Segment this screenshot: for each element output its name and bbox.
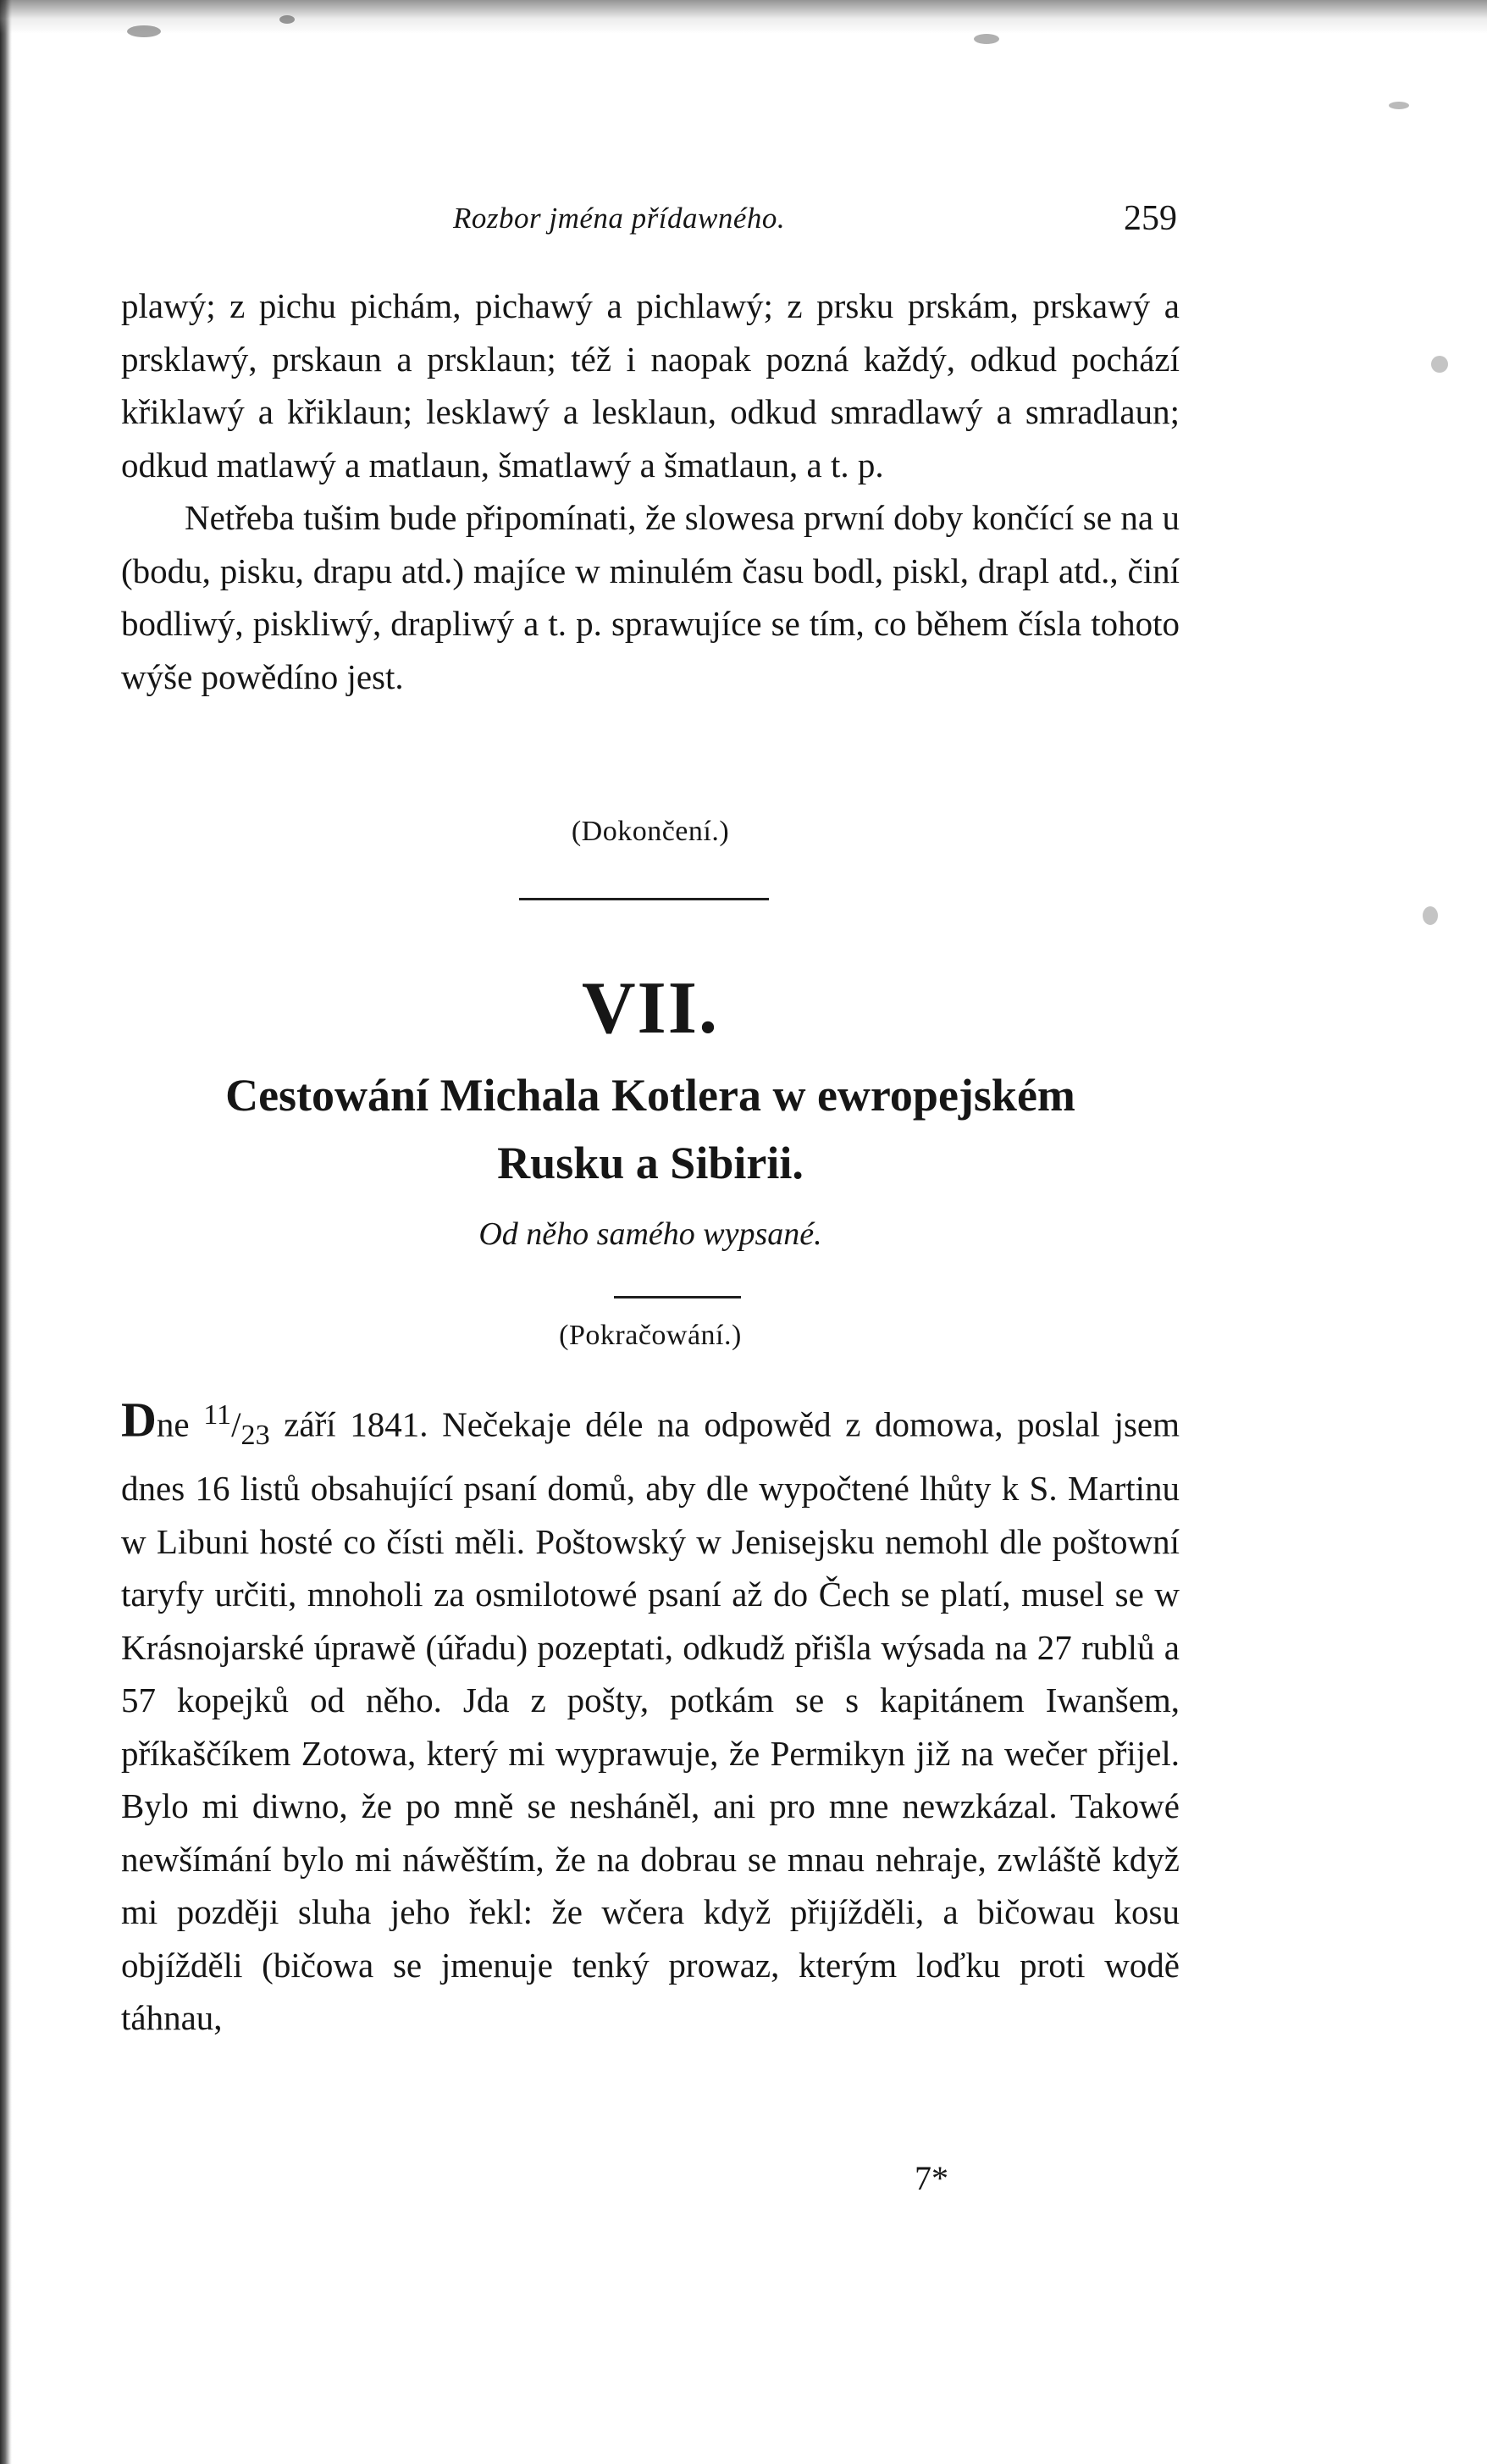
running-head — [127, 193, 1177, 252]
scan-speck — [1389, 102, 1409, 109]
running-title: Rozbor jména přídawného. — [453, 202, 786, 235]
article-number: VII. — [581, 967, 720, 1049]
drop-cap: D — [121, 1392, 157, 1448]
continuation-note: (Pokračowání.) — [559, 1320, 742, 1351]
scan-speck — [279, 15, 295, 24]
scan-speck — [127, 25, 161, 37]
continued-note: (Dokončení.) — [571, 816, 730, 847]
signature-mark: 7* — [915, 2159, 948, 2197]
paragraph-2: Netřeba tušim bude připomínati, že slowesa prwní doby končící se na u (bodu, pisku, drapu atd.) majíce w minulém času bodl, piskl, drapl atd., činí bodliwý, piskliwý, drapliwý a t. p. sprawujíce se tím, co během čísla tohoto wýše powědíno jest. — [121, 498, 1180, 696]
article-title — [121, 1061, 1180, 1197]
article-title-line-2: Rusku a Sibirii. — [497, 1138, 804, 1188]
paragraph-1: plawý; z pichu pichám, pichawý a pichlawý; z prsku prskám, prskawý a prsklawý, prskaun a prsklaun; též i naopak pozná každý, odkud pochází křiklawý a křiklaun; lesklawý a lesklaun, odkud smradlawý a smradlaun; odkud matlawý a matlaun, šmatlawý a šmatlaun, a t. p. — [121, 286, 1180, 484]
article-paragraph-1: Dne $^{11}/_{23}$ září 1841. Nečekaje déle na odpowěd z domowa, poslal jsem dnes 16 listů obsahující psaní domů, aby dle wypočtené lhůty k S. Martinu w Libuni hosté co čísti měli. Poštowský w Jenisejsku nemohl dle poštowní taryfy určiti, mnoholi za osmilotowé psaní až do Čech se platí, musel se w Krásnojarské úprawě (úřadu) pozeptati, odkudž přišla wýsada na 27 rublů a 57 kopejků od něho. Jda z pošty, potkám se s kapitánem Iwanšem, příkaščíkem Zotowa, který mi wyprawuje, že Permikyn již na wečer přijel. Bylo mi diwno, že po mně se nesháněl, ani pro mne newzkázal. Takowé newšímání bylo mi náwěštím, že na dobrau se mnau nehraje, zwláště když mi později sluha jeho řekl: že wčera když přijížděli, a bičowau kosu objížděli (bičowa se jmenuje tenký prowaz, kterým loďku proti wodě táhnau, — [121, 1392, 1180, 2038]
section-1-text — [121, 280, 1180, 703]
scan-speck — [1423, 906, 1438, 925]
scan-shadow-left — [0, 0, 12, 2464]
article-title-line-1: Cestowání Michala Kotlera w ewropejském — [225, 1070, 1075, 1121]
opening-word-rest: ne — [156, 1404, 190, 1444]
scan-shadow-top — [0, 0, 1487, 34]
section-divider — [519, 898, 769, 900]
date-subscript: 23 — [240, 1419, 270, 1451]
scan-speck — [974, 34, 999, 44]
byline-divider — [614, 1296, 741, 1298]
date-superscript: 11 — [203, 1399, 232, 1431]
body-text: září 1841. Nečekaje déle na odpowěd z domowa, poslal jsem dnes 16 listů obsahující psaní domů, aby dle wypočtené lhůty k S. Martinu w Libuni hosté co čísti měli. Poštowský w Jenisejsku nemohl dle poštowní taryfy určiti, mnoholi za osmilotowé psaní až do Čech se platí, musel se w Krásnojarské úprawě (úřadu) pozeptati, odkudž přišla wýsada na 27 rublů a 57 kopejků od něho. Jda z pošty, potkám se s kapitánem Iwanšem, příkaščíkem Zotowa, který mi wyprawuje, že Permikyn již na wečer přijel. Bylo mi diwno, že po mně se nesháněl, ani pro mne newzkázal. Takowé newšímání bylo mi náwěštím, že na dobrau se mnau nehraje, zwláště když mi později sluha jeho řekl: že wčera když přijížděli, a bičowau kosu objížděli (bičowa se jmenuje tenký prowaz, kterým loďku proti wodě táhnau, — [121, 1404, 1180, 2038]
scan-speck — [1431, 356, 1448, 373]
article-byline: Od něho samého wypsané. — [478, 1216, 822, 1252]
page-number: 259 — [1124, 199, 1177, 238]
article-body — [121, 1389, 1180, 2045]
